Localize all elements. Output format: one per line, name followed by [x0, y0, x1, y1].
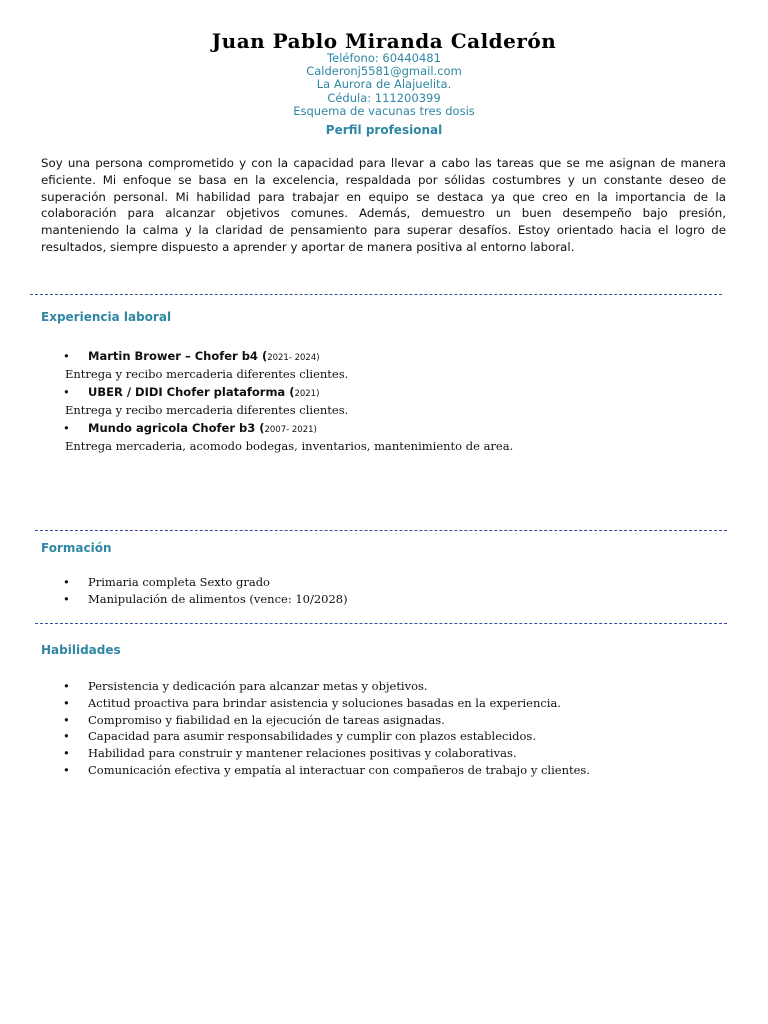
list-item [63, 591, 743, 608]
list-item [63, 745, 743, 762]
job-name: Martin Brower – Chofer b4 ( [88, 349, 268, 363]
vaccines-line: Esquema de vacunas tres dosis [293, 103, 475, 118]
bullet-icon: • [63, 385, 70, 399]
job-name: UBER / DIDI Chofer plataforma ( [88, 385, 295, 399]
bullet-icon: • [63, 762, 70, 777]
email-line: Calderonj5581@gmail.com [306, 64, 462, 79]
experience-heading: Experiencia laboral [41, 310, 172, 324]
job-years: 2007- 2021) [264, 425, 317, 435]
bullet-icon: • [63, 712, 70, 727]
job-entry [63, 348, 723, 382]
skills-heading: Habilidades [41, 643, 121, 657]
section-divider [30, 294, 722, 295]
list-item [63, 762, 743, 779]
list-item [63, 574, 743, 591]
job-title [63, 384, 723, 402]
job-description: Entrega mercaderia, acomodo bodegas, inventarios, mantenimiento de area. [65, 439, 514, 453]
section-divider [35, 623, 727, 624]
job-years: 2021- 2024) [267, 353, 320, 363]
job-description: Entrega y recibo mercaderia diferentes clientes. [65, 367, 349, 381]
list-item [63, 678, 743, 695]
bullet-icon: • [63, 729, 70, 744]
job-description: Entrega y recibo mercaderia diferentes clientes. [65, 403, 349, 417]
bullet-icon: • [63, 695, 70, 710]
skills-list [63, 678, 743, 779]
bullet-icon: • [63, 421, 70, 435]
profile-text: Soy una persona comprometido y con la capacidad para llevar a cabo las tareas que se me asignan de manera eficiente. Mi enfoque se basa en la excelencia, respaldada por sólidas costumbres y un constante deseo de superación personal. Mi habilidad para trabajar en equipo se destaca ya que creo en la importancia de la colaboración para alcanzar objetivos comunes. Además, demuestro un buen desempeño bajo presión, manteniendo la calma y la claridad de pensamiento para superar desafíos. Estoy orientado hacia el logro de resultados, siempre dispuesto a aprender y aportar de manera positiva al entorno laboral. [41, 156, 726, 254]
bullet-icon: • [63, 349, 70, 363]
id-line: Cédula: 111200399 [327, 90, 441, 105]
skill-item: Actitud proactiva para brindar asistencia y soluciones basadas en la experiencia. [88, 695, 561, 710]
section-divider [35, 530, 727, 531]
skill-item: Comunicación efectiva y empatía al interactuar con compañeros de trabajo y clientes. [88, 762, 590, 777]
bullet-icon: • [63, 679, 70, 693]
education-item: Manipulación de alimentos (vence: 10/2028) [88, 591, 348, 606]
bullet-icon: • [63, 746, 70, 761]
education-heading: Formación [41, 541, 112, 555]
list-item [63, 712, 743, 729]
list-item [63, 728, 743, 745]
phone-line: Teléfono: 60440481 [327, 51, 441, 65]
job-name: Mundo agricola Chofer b3 ( [88, 421, 265, 435]
bullet-icon: • [63, 591, 70, 606]
skill-item: Compromiso y fiabilidad en la ejecución de tareas asignadas. [88, 712, 445, 727]
bullet-icon: • [63, 575, 70, 589]
education-item: Primaria completa Sexto grado [88, 575, 270, 589]
job-years: 2021) [294, 389, 320, 399]
job-entry [63, 420, 723, 454]
job-entry [63, 384, 723, 418]
job-title [63, 420, 723, 438]
address-line: La Aurora de Alajuelita. [316, 77, 452, 92]
education-list [63, 574, 743, 608]
profile-heading: Perfil profesional [325, 123, 443, 137]
skill-item: Capacidad para asumir responsabilidades y cumplir con plazos establecidos. [88, 729, 536, 744]
skill-item: Persistencia y dedicación para alcanzar metas y objetivos. [88, 679, 428, 693]
candidate-name: Juan Pablo Miranda Calderón [211, 29, 557, 53]
resume-header [0, 30, 768, 118]
skill-item: Habilidad para construir y mantener relaciones positivas y colaborativas. [88, 746, 517, 761]
job-title [63, 348, 723, 366]
list-item [63, 695, 743, 712]
